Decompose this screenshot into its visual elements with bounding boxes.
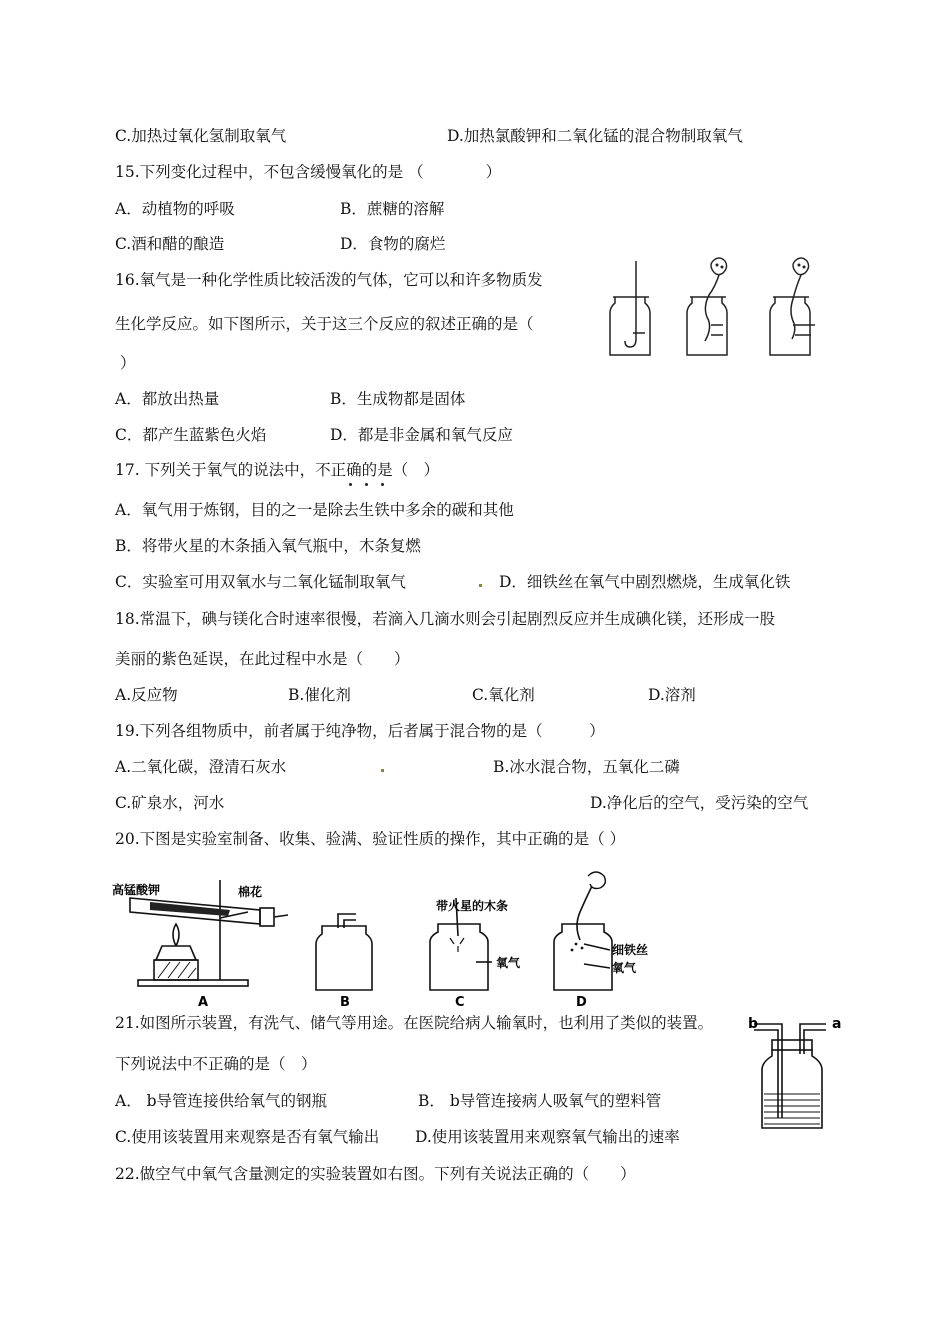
- q16-option-b: B．生成物都是固体: [330, 390, 466, 408]
- q18-stem-line1: 18.常温下，碘与镁化合时速率很慢，若滴入几滴水则会引起剧烈反应并生成碘化镁，还形成一股: [115, 610, 776, 628]
- q19-stem: 19.下列各组物质中，前者属于纯净物，后者属于混合物的是（ ）: [115, 722, 605, 740]
- q16-stem-line1: 16.氧气是一种化学性质比较活泼的气体，它可以和许多物质发: [115, 271, 543, 289]
- stray-mark: [381, 769, 384, 772]
- q21-stem-line2: 下列说法中不正确的是（ ）: [115, 1055, 317, 1073]
- q21-option-b: B． b导管连接病人吸氧气的塑料管: [418, 1092, 662, 1110]
- label-splint: 带火星的木条: [436, 899, 509, 913]
- q17-option-c: C．实验室可用双氧水与二氧化锰制取氧气: [115, 573, 406, 591]
- q19-option-a: A.二氧化碳，澄清石灰水: [115, 758, 287, 776]
- q16-combustion-jars-figure: [603, 255, 838, 365]
- label-tube-b: b: [748, 1016, 759, 1032]
- q19-option-b: B.冰水混合物，五氧化二磷: [493, 758, 680, 776]
- q18-option-b: B.催化剂: [288, 686, 351, 704]
- q17-option-b: B．将带火星的木条插入氧气瓶中，木条复燃: [115, 537, 421, 555]
- q15-option-b: B．蔗糖的溶解: [340, 200, 445, 218]
- q19-option-d: D.净化后的空气，受污染的空气: [590, 794, 809, 812]
- q18-option-c: C.氧化剂: [472, 686, 535, 704]
- label-cotton: 棉花: [238, 885, 263, 899]
- emphasis-dot: [349, 483, 352, 486]
- q21-stem-line1: 21.如图所示装置，有洗气、储气等用途。在医院给病人输氧时，也利用了类似的装置。: [115, 1014, 714, 1032]
- q18-option-a: A.反应物: [115, 686, 178, 704]
- label-oxygen-c: 氧气: [496, 956, 521, 970]
- q16-option-c: C．都产生蓝紫色火焰: [115, 426, 267, 444]
- label-tube-a: a: [832, 1016, 842, 1032]
- q20-stem: 20.下图是实验室制备、收集、验满、验证性质的操作，其中正确的是（ ）: [115, 830, 626, 848]
- q21-option-d: D.使用该装置用来观察氧气输出的速率: [415, 1128, 680, 1146]
- label-c: C: [455, 995, 465, 1010]
- label-iron-wire: 细铁丝: [612, 943, 649, 957]
- q18-stem-line2: 美丽的紫色延误，在此过程中水是（ ）: [115, 650, 410, 668]
- label-kmno4: 高锰酸钾: [112, 883, 161, 897]
- q21-option-c: C.使用该装置用来观察是否有氧气输出: [115, 1128, 380, 1146]
- q19-option-c: C.矿泉水，河水: [115, 794, 225, 812]
- q15-option-d: D．食物的腐烂: [340, 235, 446, 253]
- label-oxygen-d: 氧气: [612, 961, 637, 975]
- q17-option-a: A．氧气用于炼钢，目的之一是除去生铁中多余的碳和其他: [115, 501, 514, 519]
- q20-apparatus-figure: [110, 868, 670, 1013]
- q15-stem: 15.下列变化过程中，不包含缓慢氧化的是 （ ）: [115, 163, 502, 181]
- q16-stem-line2: 生化学反应。如下图所示，关于这三个反应的叙述正确的是（: [115, 315, 534, 333]
- label-a: A: [198, 995, 209, 1010]
- emphasis-dot: [365, 483, 368, 486]
- q16-option-a: A．都放出热量: [115, 390, 220, 408]
- stray-mark: [479, 584, 482, 587]
- q15-option-c: C.酒和醋的酿造: [115, 235, 225, 253]
- q17-option-d: D．细铁丝在氧气中剧烈燃烧，生成氧化铁: [499, 573, 791, 591]
- q16-option-d: D．都是非金属和氧气反应: [330, 426, 513, 444]
- q16-stem-line3: ）: [120, 354, 136, 372]
- label-b: B: [340, 995, 350, 1010]
- q21-gas-washing-bottle-figure: [748, 1010, 848, 1130]
- q22-stem: 22.做空气中氧气含量测定的实验装置如右图。下列有关说法正确的（ ）: [115, 1165, 636, 1183]
- q14-option-c: C.加热过氧化氢制取氧气: [115, 127, 287, 145]
- emphasis-dot: [381, 483, 384, 486]
- q14-option-d: D.加热氯酸钾和二氧化锰的混合物制取氧气: [447, 127, 743, 145]
- q15-option-a: A．动植物的呼吸: [115, 200, 235, 218]
- q18-option-d: D.溶剂: [648, 686, 696, 704]
- label-d: D: [576, 995, 587, 1010]
- q17-stem: 17. 下列关于氧气的说法中，不正确的是（ ）: [115, 461, 440, 479]
- q21-option-a: A． b导管连接供给氧气的钢瓶: [115, 1092, 328, 1110]
